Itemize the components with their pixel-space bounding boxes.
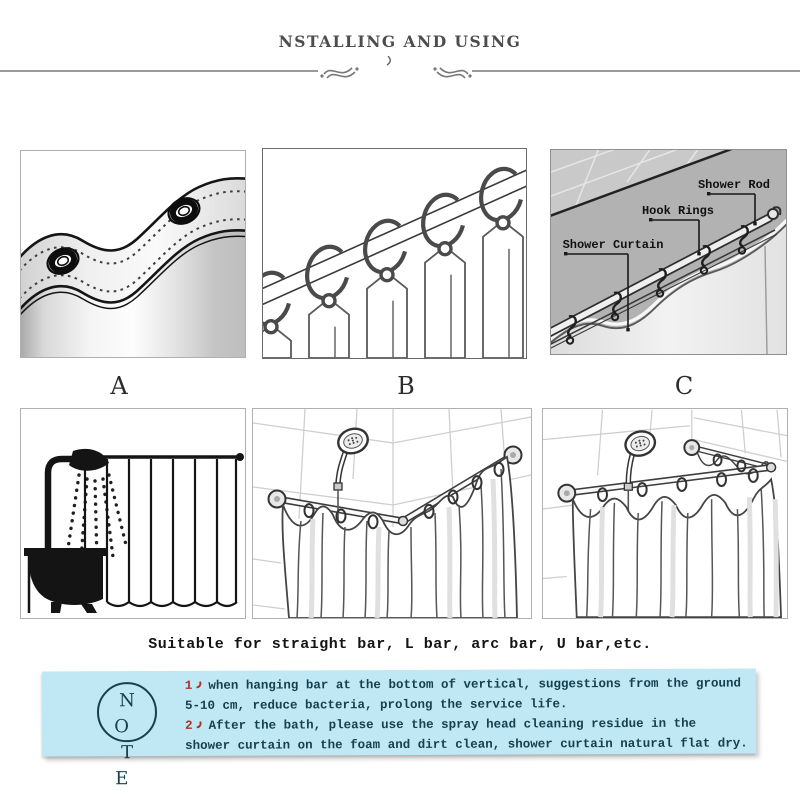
shower-head-icon	[69, 449, 109, 471]
shower-rod-label: Shower Rod	[697, 178, 771, 192]
corner-rod-drawing-1	[253, 409, 531, 618]
note-emblem-row2: T E	[115, 742, 145, 790]
note-item-1-number: 1	[185, 679, 209, 693]
figure-l-bar-corner-view1	[252, 408, 532, 619]
note-text	[185, 673, 751, 755]
note-item-2-text: After the bath, please use the spray head cleaning residue in the	[208, 716, 697, 733]
shower-curtain-label: Shower Curtain	[562, 238, 664, 252]
figure-l-bar-corner-view2	[542, 408, 788, 619]
curtain-pictogram	[79, 453, 244, 606]
bathtub-icon	[24, 548, 106, 613]
page-title: NSTALLING AND USING	[278, 32, 522, 51]
hook-rings-label: Hook Rings	[641, 204, 715, 218]
swirl-ornament-left	[320, 67, 358, 78]
suitability-caption: Suitable for straight bar, L bar, arc bar, U bar,etc.	[148, 636, 652, 653]
figure-a-grommet-closeup	[20, 150, 246, 358]
figure-label-a: A	[110, 372, 128, 400]
figure-c-labeled-photo	[550, 149, 787, 355]
note-box	[42, 668, 756, 790]
figure-label-b: B	[397, 372, 415, 400]
figure-label-c: C	[674, 372, 694, 400]
note-item-2-number: 2	[185, 719, 209, 733]
note-item-2-line-2: shower curtain on the foam and dirt clean, shower curtain natural flat dry.	[185, 736, 748, 753]
grommet-drawing	[21, 151, 245, 357]
bathtub-pictogram	[21, 409, 245, 618]
corner-rod-drawing-2	[543, 409, 787, 618]
ornamental-divider	[0, 56, 800, 86]
hook-rings-drawing	[263, 149, 526, 358]
figure-b-hook-rings	[262, 148, 527, 359]
note-item-1-line-1	[185, 673, 751, 695]
figure-straight-bar-bathtub	[20, 408, 246, 619]
note-item-1-line-2: 5-10 cm, reduce bacteria, prolong the service life.	[184, 697, 568, 713]
small-flourish	[387, 56, 390, 65]
swirl-ornament-right	[433, 67, 471, 78]
note-item-2-line-1	[185, 713, 751, 735]
rod-end-knob	[768, 209, 778, 219]
note-emblem	[97, 682, 157, 790]
note-emblem-row1: N O	[114, 690, 146, 738]
labeled-installation	[551, 150, 786, 354]
note-item-1-text: when hanging bar at the bottom of vertical, suggestions from the ground	[208, 676, 742, 693]
